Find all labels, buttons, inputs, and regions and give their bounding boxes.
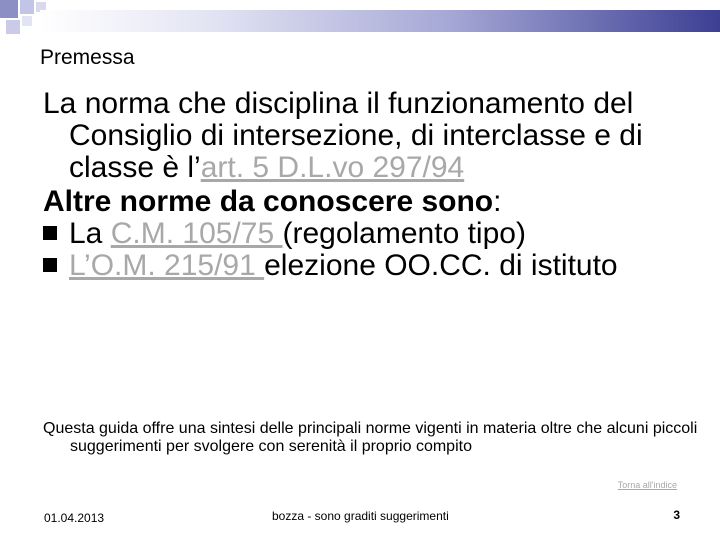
bullet-item bbox=[43, 218, 683, 250]
footer-date: 01.04.2013 bbox=[44, 511, 105, 525]
paragraph-intro-text: La norma che disciplina il funzionamento del Consiglio di intersezione, di interclasse e di classe è l’ bbox=[43, 87, 643, 184]
decorative-square bbox=[22, 16, 32, 26]
other-norms-heading: Altre norme da conoscere sono bbox=[43, 185, 494, 218]
square-bullet-icon bbox=[43, 226, 57, 240]
paragraph-intro bbox=[43, 88, 683, 184]
slide-title: Premessa bbox=[40, 46, 135, 69]
slide-body bbox=[43, 88, 683, 282]
decorative-square bbox=[6, 20, 20, 34]
bullet-post: elezione OO.CC. di istituto bbox=[264, 249, 618, 282]
square-bullet-icon bbox=[43, 258, 57, 272]
link-art-5[interactable]: art. 5 D.L.vo 297/94 bbox=[200, 151, 465, 184]
bullet-pre: La bbox=[69, 217, 111, 250]
header-gradient-bar bbox=[40, 10, 720, 32]
decorative-square bbox=[0, 0, 18, 18]
bullet-item bbox=[43, 250, 683, 282]
footer-note: bozza - sono graditi suggerimenti bbox=[272, 509, 449, 523]
bullet-post: (regolamento tipo) bbox=[282, 217, 526, 250]
page-number: 3 bbox=[673, 508, 680, 522]
paragraph-other-norms bbox=[43, 186, 683, 218]
link-cm-105-75[interactable]: C.M. 105/75 bbox=[110, 217, 283, 250]
decorative-square bbox=[20, 0, 34, 14]
back-to-index-link[interactable]: Torna all'indice bbox=[617, 480, 677, 490]
other-norms-colon: : bbox=[493, 185, 502, 218]
link-om-215-91[interactable]: L’O.M. 215/91 bbox=[69, 249, 265, 282]
guide-note: Questa guida offre una sintesi delle principali norme vigenti in materia oltre che alcuni piccoli suggerimenti per svolgere con serenità il proprio compito bbox=[43, 420, 698, 455]
